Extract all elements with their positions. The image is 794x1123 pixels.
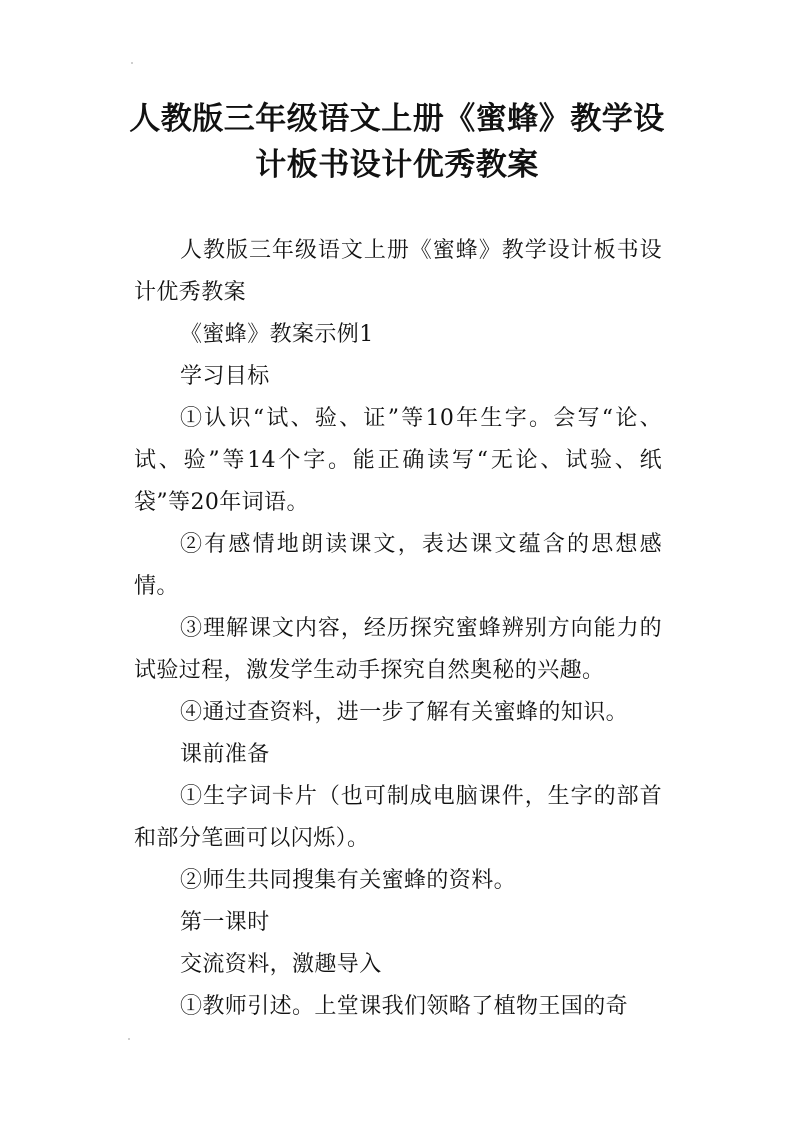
lesson-step-1: ①教师引述。上堂课我们领略了植物王国的奇 — [180, 994, 629, 1019]
goal-item-1: ①认识“试、验、证”等10年生字。会写“论、试、验”等14个字。能正确读写“无论、试验、纸袋”等20年词语。 — [134, 406, 662, 515]
section-heading-preparation: 课前准备 — [180, 742, 270, 767]
section-heading-goals: 学习目标 — [180, 364, 270, 389]
goal-item-3: ③理解课文内容，经历探究蜜蜂辨别方向能力的试验过程，激发学生动手探究自然奥秘的兴趣。 — [134, 616, 662, 683]
document-body — [134, 230, 662, 1028]
preparation-item-2: ②师生共同搜集有关蜜蜂的资料。 — [180, 868, 517, 893]
paragraph-intro: 人教版三年级语文上册《蜜蜂》教学设计板书设计优秀教案 — [134, 238, 662, 305]
document-title: 人教版三年级语文上册《蜜蜂》教学设计板书设计优秀教案 — [129, 101, 665, 183]
preparation-item-1: ①生字词卡片（也可制成电脑课件，生字的部首和部分笔画可以闪烁）。 — [134, 784, 662, 851]
goal-item-2: ②有感情地朗读课文，表达课文蕴含的思想感情。 — [134, 532, 662, 599]
section-heading-first-lesson: 第一课时 — [180, 910, 270, 935]
scan-speck — [128, 1038, 130, 1040]
paragraph-example-heading: 《蜜蜂》教案示例1 — [180, 322, 374, 347]
subheading-intro-activity: 交流资料，激趣导入 — [180, 952, 382, 977]
scan-speck — [131, 62, 133, 64]
goal-item-4: ④通过查资料，进一步了解有关蜜蜂的知识。 — [180, 700, 629, 725]
